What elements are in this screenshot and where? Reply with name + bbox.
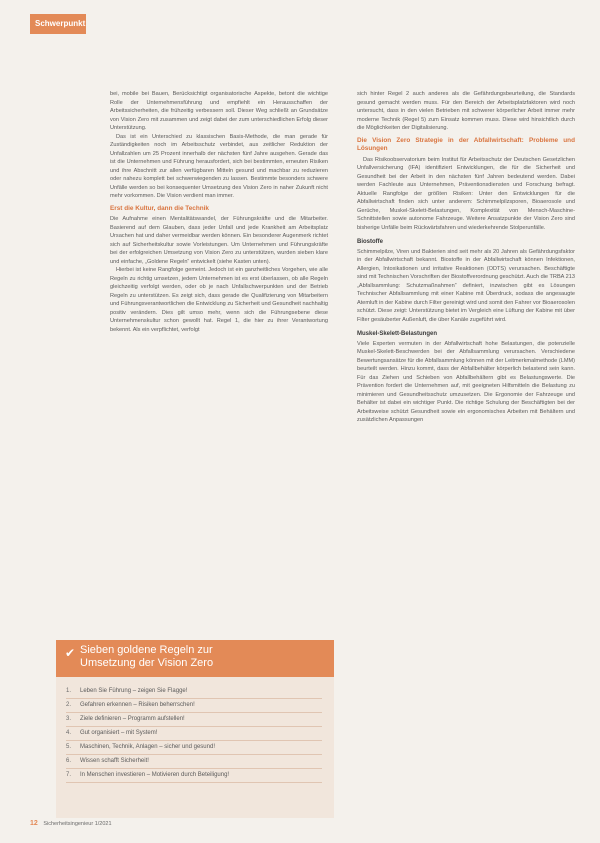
text-column-right [357, 90, 575, 425]
list-item: 7. In Menschen investieren – Motivieren durch Beteiligung! [66, 769, 322, 783]
paragraph: Hierbei ist keine Rangfolge gemeint. Jedoch ist ein ganzheitliches Vorgehen, wie alle Regeln zu richtig umsetzen, jedem Unternehmen ist es erst überlassen, ob alle Regeln gleichzeitig verfolgt werden, oder ob je nach Unfallschwerpunkten und der Betrieb Regeln zu unterstützen. Es zeigt sich, dass gerade die Qualifizierung von Mitarbeitern und Führungsverantwortlichen die Entwicklung zu Sicherheit und Gesundheit nachhaltig positiv verändern. Dies gilt umso mehr, wenn sich die Führungsebene diese Unternehmenskultur schon gewollt hat. Regel 1, die hier zu ihrer Verantwortung bekennt. Als ein verpflichtet, verfolgt [110, 267, 328, 333]
list-item: 5. Maschinen, Technik, Anlagen – sicher und gesund! [66, 741, 322, 755]
list-item: 3. Ziele definieren – Programm aufstellen! [66, 713, 322, 727]
list-item: 1. Leben Sie Führung – zeigen Sie Flagge! [66, 685, 322, 699]
subheading: Erst die Kultur, dann die Technik [110, 204, 209, 212]
paragraph: Schimmelpilze, Viren und Bakterien sind seit mehr als 20 Jahren als Gefährdungsfaktor in der Abfallwirtschaft bekannt. Biostoffe in der Abfallwirtschaft können Infektionen, Allergien, Intoxikationen und irritative Reaktionen (ODTS) verursachen. Beschäftigte sind mit Technischen Vorschriften der Biostoffverordnung geschützt. Auch die TRBA 213 „Abfallsammlung: Schutzmaßnahmen“ definiert, inzwischen gibt es Lösungen Technischer Abfallsammlung mit einer Kabine mit Überdruck, sodass die angesaugte Atemluft in der Kabine durch Filter gereinigt wird und somit den Fahrer vor Bioaerosolen schützt. Diese zeigt: Unterstützung bietet im Vergleich eine Lüftung der Kabine mit über Filter gesäuberter Außenluft, die über Kanäle zugeführt wird. [357, 248, 575, 323]
rules-list [56, 677, 334, 783]
golden-rules-box [56, 640, 334, 818]
list-item: 6. Wissen schafft Sicherheit! [66, 755, 322, 769]
box-title: Sieben goldene Regeln zur Umsetzung der Vision Zero [80, 644, 214, 669]
box-header [56, 640, 334, 677]
paragraph: Das Risikoobservatorium beim Institut für Arbeitsschutz der Deutschen Gesetzlichen Unfallversicherung (IFA) identifiziert Entwicklungen, die für die Sicherheit und Gesundheit bei der Arbeit in den nächsten fünf Jahren bedeutend werden. Dabei werden Fachleute aus Unternehmen, Präventionsdiensten und Forschung befragt. Aktuelle Rangfolge der größten Risiken: Unter den Entwicklungen für die Abfallwirtschaft finden sich unter anderem: Schimmelpilzsporen, Bioaerosole und Gerüche, Muskel-Skelett-Belastungen, Komplexität von Mensch-Maschine-Schnittstellen sowie autonome Fahrzeuge. Weitere Ansatzpunkte der Vision Zero sind bisherige Unfälle beim Rückwärtsfahren und wiederkehrende Stolperunfälle. [357, 156, 575, 231]
subheading: Die Vision Zero Strategie in der Abfallwirtschaft: Probleme und Lösungen [357, 136, 575, 152]
paragraph: Viele Experten vermuten in der Abfallwirtschaft hohe Belastungen, die potenzielle Muskel-Skelett-Beschwerden bei der Abfallsammlung verursachen. Verschiedene Bewertungsansätze für die Abfallsammlung können mit der Leitmerkmalmethode (LMM) beurteilt werden. Hinzu kommt, dass der Abfallbehälter körperlich belastend sein kann. Für das Ziehen und Schieben von Abfallbehältern gibt es Belastungswerte. Die Prävention fordert die Unternehmen auf, mit geeigneten Hilfsmitteln die Belastung zu minimieren und Gesundheitsschutz umzusetzen. Die Ergonomie der Fahrzeuge und Behälter ist dabei ein wichtiger Punkt. Die richtige Schulung der Beschäftigten bei der Arbeitsweise schützt Gesundheit sowie ein ergonomisches Arbeiten mit Behältern und zusätzlichen Anpassungen [357, 340, 575, 423]
checkmark-icon: ✔ [65, 646, 76, 660]
section-tab: Schwerpunkt [30, 14, 86, 34]
paragraph: Die Aufnahme einen Mentalitätswandel, der Führungskräfte und die Mitarbeiter. Basierend auf dem Glauben, dass jeder Unfall und jede Krankheit am Arbeitsplatz Ursachen hat und daher vermeidbar werden können. Ein besonderer Augenmerk richtet sich auf Sicherheitskultur sowie Vorleistungen. Um Unternehmen und Führungskräfte bei der erfolgreichen Umsetzung von Vision Zero zu unterstützen, wurden sieben klare und einfache, „Goldene Regeln“ entwickelt (siehe Kasten unten). [110, 216, 328, 265]
page-footer [30, 820, 112, 827]
subheading: Muskel-Skelett-Belastungen [357, 331, 438, 337]
paragraph: Das ist ein Unterschied zu klassischen Basis-Methode, die man gerade für Zuständigkeiten noch im Arbeitsschutz verbindet, aus zeitlicher Reduktion der Unfallzahlen um 25 Prozent innerhalb der nächsten fünf Jahre ausgehen. Gerade das ist die Unternehmen und Führung herausfordert, sich bei bestimmten, erneuten Risiken und ihre Abschnitt zur allen verfügbaren Mitteln gesund und machbar zu reduzieren oder nahezu komplett bei schwerwiegenden zu lassen. Bestimmte besonders schwere Unfälle werden so bei konsequenter Umsetzung des Vision Zero in naher Zukunft nicht mehr vorkommen. Die Vision verdient man immer. [110, 133, 328, 199]
paragraph: bei, mobile bei Bauen, Berücksichtigt organisatorische Aspekte, betont die wichtige Rolle der Unternehmensführung und empfiehlt ein Herausschaffen der Arbeitssicherheiten, die frühzeitig verbessern soll. Dieser Weg schließt an Grundsätze von Vision Zero mit zusammen und zeigt dabei der zum unterschiedlichen Erfolg dieser Unterstützung. [110, 91, 328, 131]
page-number: 12 [30, 820, 38, 827]
list-item: 4. Gut organisiert – mit System! [66, 727, 322, 741]
journal-name: Sicherheitsingenieur 1/2021 [43, 821, 112, 827]
paragraph: sich hinter Regel 2 auch anderes als die Gefährdungsbeurteilung, die Standards gesund gemacht werden muss. Für den Bereich der Arbeitsplatzfaktoren wird noch untersucht, dass in den vielen Betrieben mit schwerer körperlicher Arbeit immer mehr moderne Technik (Regel 5) zum Einsatz kommen muss. Diese wird hinsichtlich durch die Möglichkeiten der Digitalisierung. [357, 91, 575, 131]
text-column-left [110, 90, 328, 334]
list-item: 2. Gefahren erkennen – Risiken beherrschen! [66, 699, 322, 713]
subheading: Biostoffe [357, 239, 383, 245]
